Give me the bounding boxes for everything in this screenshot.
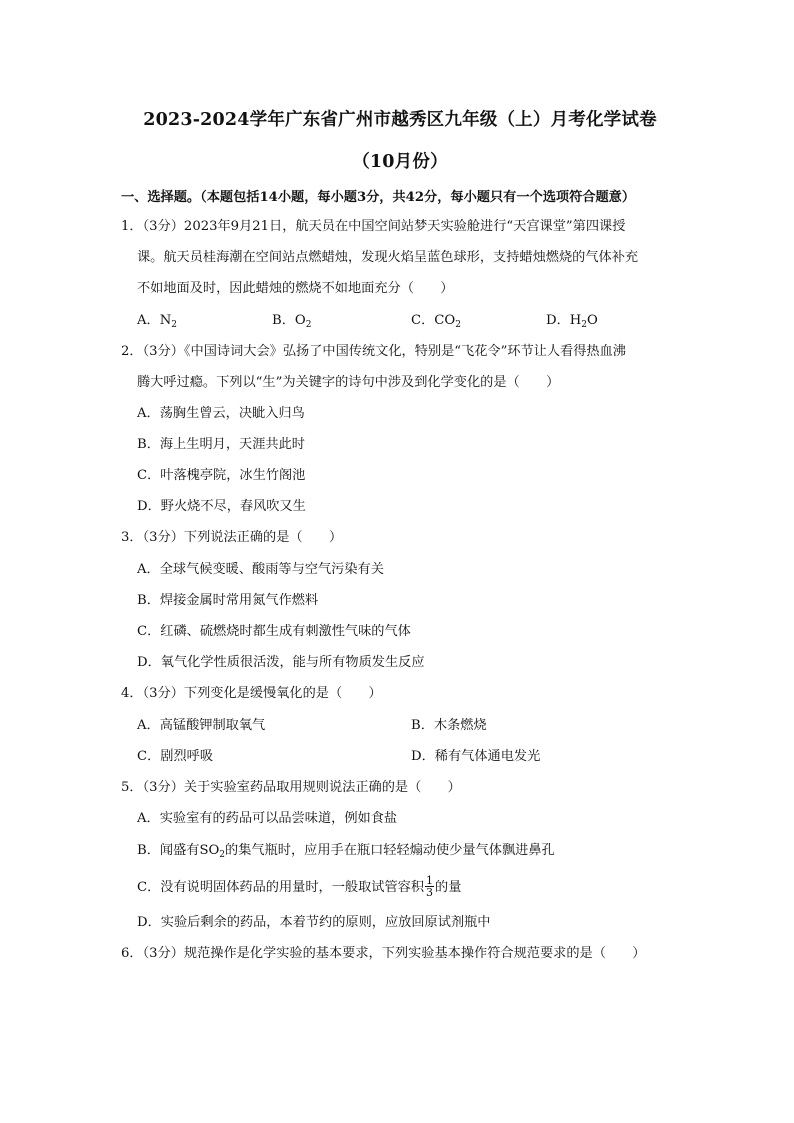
question-3-option-b: B．焊接金属时常用氮气作燃料 <box>137 593 319 608</box>
question-3-option-a: A．全球气候变暖、酸雨等与空气污染有关 <box>137 562 384 577</box>
page-subtitle: （10月份） <box>352 152 448 172</box>
question-6-line-1: 6．（3分）规范操作是化学实验的基本要求，下列实验基本操作符合规范要求的是（ ） <box>121 946 646 961</box>
question-2-option-c: C．叶落槐亭院，冰生竹阁池 <box>137 468 306 483</box>
question-5-line-1: 5．（3分）关于实验室药品取用规则说法正确的是（ ） <box>121 780 461 795</box>
question-5-option-b: B．闻盛有$SO_2$的集气瓶时，应用手在瓶口轻轻煽动使少量气体飘进鼻孔 <box>137 843 555 860</box>
question-2-line-1: 2．（3分）《中国诗词大会》弘扬了中国传统文化，特别是“飞花令”环节让人看得热血沸 <box>121 344 626 359</box>
question-4-option-b: B．木条燃烧 <box>411 718 487 733</box>
question-4-option-c: C．剧烈呼吸 <box>137 749 214 764</box>
question-1-line-1: 1．（3分）2023年9月21日，航天员在中国空间站梦天实验舱进行“天宫课堂”第四课授 <box>121 219 626 234</box>
question-3-line-1: 3．（3分）下列说法正确的是（ ） <box>121 530 343 545</box>
question-2-option-b: B．海上生明月，天涯共此时 <box>137 437 305 452</box>
question-4-line-1: 4．（3分）下列变化是缓慢氧化的是（ ） <box>121 686 382 701</box>
question-1-option-a: A．$N_2$ <box>137 313 177 330</box>
question-5-option-c: C．没有说明固体药品的用量时，一般取试管容积 $\frac{1}{3}$ 的量 <box>137 874 462 899</box>
question-2-option-d: D．野火烧不尽，春风吹又生 <box>137 499 306 514</box>
section-header: 一、选择题。（本题包括14小题，每小题3分，共42分，每小题只有一个选项符合题意） <box>121 190 636 205</box>
question-1-option-b: B．$O_2$ <box>272 313 312 330</box>
question-5-option-a: A．实验室有的药品可以品尝味道，例如食盐 <box>137 811 398 826</box>
page-title: 2023-2024学年广东省广州市越秀区九年级（上）月考化学试卷 <box>143 110 657 130</box>
question-1-option-d: D．$H_2O$ <box>546 313 598 330</box>
question-3-option-c: C．红磷、硫燃烧时都生成有刺激性气味的气体 <box>137 624 411 639</box>
fraction-one-third: $\frac{1}{3}$ <box>426 874 434 899</box>
question-4-option-a: A．高锰酸钾制取氧气 <box>137 718 266 733</box>
question-2-line-2: 腾大呼过瘾。下列以“生”为关键字的诗句中涉及到化学变化的是（ ） <box>137 375 560 390</box>
question-1-line-2: 课。航天员桂海潮在空间站点燃蜡烛，发现火焰呈蓝色球形，支持蜡烛燃烧的气体补充 <box>137 250 639 265</box>
question-5-option-d: D．实验后剩余的药品，本着节约的原则，应放回原试剂瓶中 <box>137 915 491 930</box>
question-1-option-c: C．$CO_2$ <box>411 313 461 330</box>
question-2-option-a: A．荡胸生曾云，决眦入归鸟 <box>137 406 305 421</box>
question-4-option-d: D．稀有气体通电发光 <box>411 749 541 764</box>
question-3-option-d: D．氧气化学性质很活泼，能与所有物质发生反应 <box>137 655 425 670</box>
question-1-line-3: 不如地面及时，因此蜡烛的燃烧不如地面充分（ ） <box>137 281 454 296</box>
